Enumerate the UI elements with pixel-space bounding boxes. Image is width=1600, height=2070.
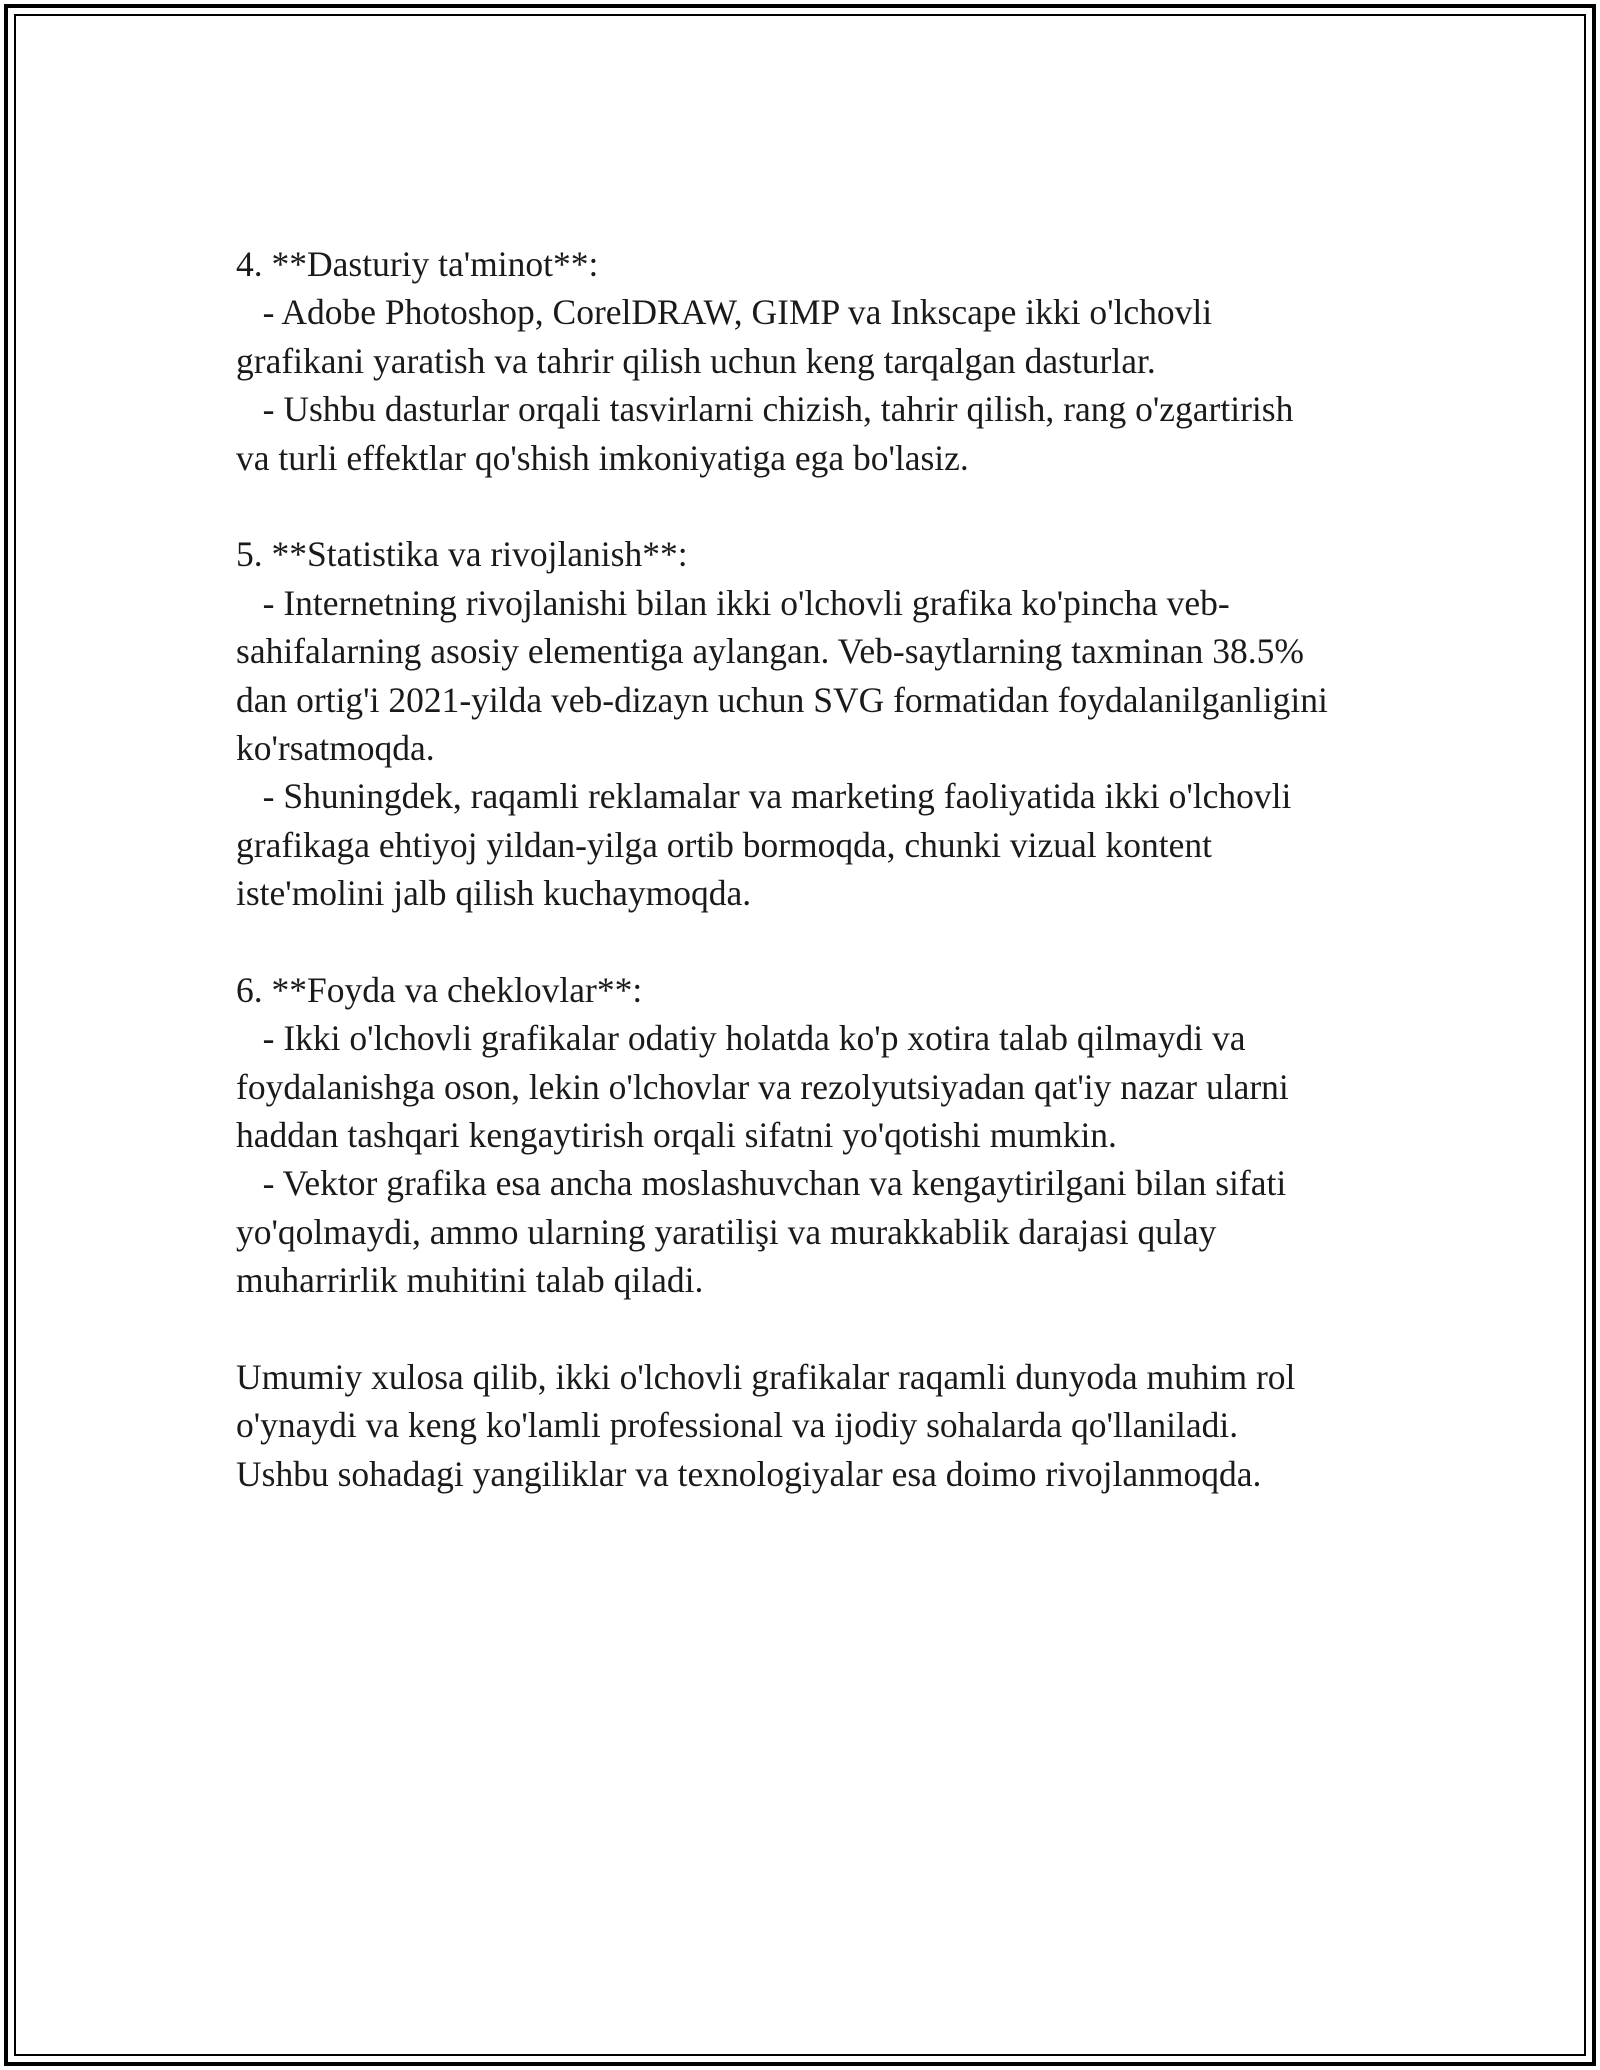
- paragraph-line: - Shuningdek, raqamli reklamalar va marketing faoliyatida ikki o'lchovli: [236, 776, 1292, 817]
- conclusion-paragraph: [236, 1353, 1396, 1498]
- section-spacer: [236, 1305, 1396, 1353]
- paragraph-line: - Vektor grafika esa ancha moslashuvchan va kengaytirilgani bilan sifati: [236, 1163, 1287, 1204]
- paragraph-line: - Ikki o'lchovli grafikalar odatiy holatda ko'p xotira talab qilmaydi va: [236, 1018, 1246, 1059]
- paragraph-line: - Ushbu dasturlar orqali tasvirlarni chizish, tahrir qilish, rang o'zgartirish: [236, 389, 1294, 430]
- paragraph-line: sahifalarning asosiy elementiga aylangan. Veb-saytlarning taxminan 38.5%: [236, 631, 1304, 672]
- paragraph-line: muharrirlik muhitini talab qiladi.: [236, 1260, 704, 1301]
- paragraph-line: - Adobe Photoshop, CorelDRAW, GIMP va Inkscape ikki o'lchovli: [236, 292, 1213, 333]
- section-heading: 5. **Statistika va rivojlanish**:: [236, 534, 688, 575]
- section-spacer: [236, 917, 1396, 965]
- section-statistics: [236, 530, 1396, 917]
- paragraph-line: ko'rsatmoqda.: [236, 727, 435, 768]
- paragraph-line: iste'molini jalb qilish kuchaymoqda.: [236, 873, 752, 914]
- paragraph-line: va turli effektlar qo'shish imkoniyatiga ega bo'lasiz.: [236, 437, 969, 478]
- section-spacer: [236, 482, 1396, 530]
- paragraph-line: o'ynaydi va keng ko'lamli professional va ijodiy sohalarda qo'llaniladi.: [236, 1405, 1239, 1446]
- section-heading: 4. **Dasturiy ta'minot**:: [236, 244, 599, 284]
- paragraph-line: Ushbu sohadagi yangiliklar va texnologiyalar esa doimo rivojlanmoqda.: [236, 1453, 1262, 1494]
- paragraph-line: grafikani yaratish va tahrir qilish uchun keng tarqalgan dasturlar.: [236, 340, 1156, 381]
- paragraph-line: dan ortig'i 2021-yilda veb-dizayn uchun SVG formatidan foydalanilganligini: [236, 679, 1328, 720]
- document-body: [236, 240, 1396, 1498]
- paragraph-line: yo'qolmaydi, ammo ularning yaratilişi va murakkablik darajasi qulay: [236, 1211, 1217, 1252]
- section-heading: 6. **Foyda va cheklovlar**:: [236, 969, 643, 1010]
- section-benefits-limitations: [236, 966, 1396, 1305]
- paragraph-line: - Internetning rivojlanishi bilan ikki o'lchovli grafika ko'pincha veb-: [236, 582, 1230, 623]
- paragraph-line: foydalanishga oson, lekin o'lchovlar va rezolyutsiyadan qat'iy nazar ularni: [236, 1066, 1289, 1107]
- paragraph-line: haddan tashqari kengaytirish orqali sifatni yo'qotishi mumkin.: [236, 1115, 1117, 1156]
- paragraph-line: grafikaga ehtiyoj yildan-yilga ortib bormoqda, chunki vizual kontent: [236, 824, 1212, 865]
- section-software: [236, 240, 1396, 482]
- paragraph-line: Umumiy xulosa qilib, ikki o'lchovli grafikalar raqamli dunyoda muhim rol: [236, 1356, 1296, 1397]
